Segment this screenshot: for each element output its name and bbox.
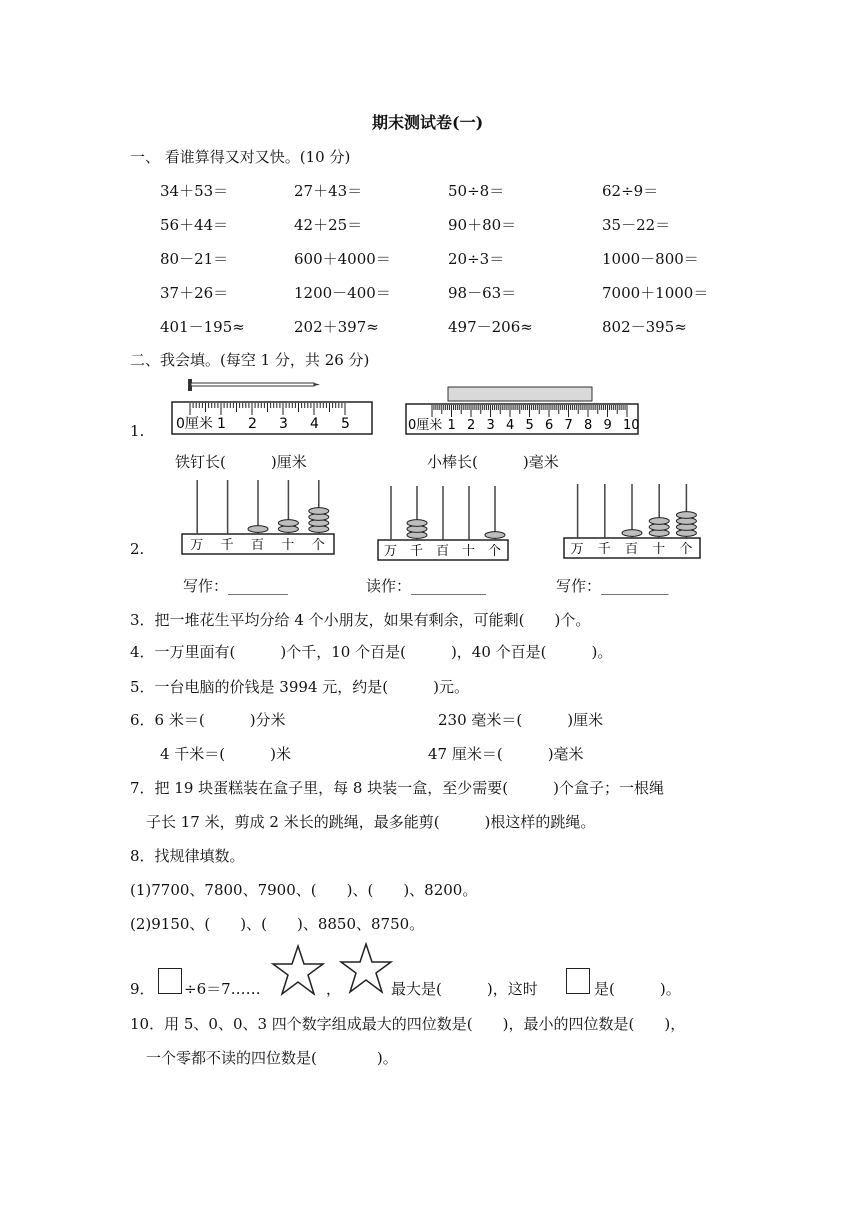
abacus-bead	[309, 508, 329, 515]
q8-part2: (2)9150、( )、( )、8850、8750。	[130, 915, 425, 933]
ruler-tick-label: 7	[564, 418, 573, 433]
q9-number: 9．	[130, 980, 155, 998]
ruler-tick-label: 5	[341, 416, 350, 432]
abacus-place-label: 千	[410, 544, 424, 559]
ruler-tick-label: 5	[525, 418, 534, 433]
abacus-place-label: 个	[679, 542, 693, 557]
calc-item: 20÷3＝	[448, 250, 505, 268]
calc-item: 7000＋1000＝	[602, 284, 709, 302]
ruler-tick-label: 3	[486, 418, 495, 433]
ruler-tick-label: 8	[584, 418, 593, 433]
q8-heading: 8．找规律填数。	[130, 847, 245, 865]
calc-item: 56＋44＝	[160, 216, 229, 234]
abacus-place-label: 百	[251, 538, 265, 553]
ruler-tick-label: 1	[447, 418, 456, 433]
ruler-tick-label: 4	[506, 418, 515, 433]
abacus-place-label: 十	[281, 538, 295, 553]
calc-item: 50÷8＝	[448, 182, 505, 200]
q10-line2: 一个零都不读的四位数是( )。	[146, 1049, 398, 1067]
abacus-place-label: 十	[462, 544, 476, 559]
q9-text-1: 最大是( )，这时	[391, 980, 538, 998]
q9-equation: ÷6＝7……	[184, 980, 261, 998]
q2-number: 2.	[130, 540, 145, 558]
ruler-tick-label: 1	[217, 416, 226, 432]
abacus-2	[376, 484, 510, 564]
calc-item: 90＋80＝	[448, 216, 517, 234]
calc-item: 600＋4000＝	[294, 250, 391, 268]
abacus-bead	[676, 512, 696, 519]
q8-part1: (1)7700、7800、7900、( )、( )、8200。	[130, 881, 478, 899]
ruler-tick-label: 9	[603, 418, 612, 433]
section2-heading: 二、我会填。(每空 1 分，共 26 分)	[130, 351, 370, 369]
q2-answer-2: 读作：__________	[366, 577, 487, 595]
calc-item: 1200－400＝	[294, 284, 391, 302]
star-icon	[270, 944, 326, 996]
section1-heading: 一、 看谁算得又对又快。(10 分)	[130, 148, 351, 166]
q6-a: 6．6 米＝( )分米	[130, 711, 286, 729]
calc-item: 35－22＝	[602, 216, 671, 234]
q6-c: 4 千米＝( )米	[160, 745, 292, 763]
q6-b: 230 毫米＝( )厘米	[438, 711, 604, 729]
abacus-bead	[248, 526, 268, 533]
calc-item: 497－206≈	[448, 318, 533, 336]
q9-box-2	[566, 968, 590, 994]
abacus-bead	[622, 530, 642, 537]
calc-item: 202＋397≈	[294, 318, 379, 336]
ruler-stick-figure	[404, 384, 644, 438]
ruler-nail-figure	[170, 374, 380, 436]
calc-item: 62÷9＝	[602, 182, 659, 200]
ruler-tick-label: 4	[310, 416, 319, 432]
q7-line1: 7．把 19 块蛋糕装在盒子里，每 8 块装一盒，至少需要( )个盒子；一根绳	[130, 779, 664, 797]
stick-icon	[448, 387, 592, 401]
calc-item: 34＋53＝	[160, 182, 229, 200]
q7-line2: 子长 17 米，剪成 2 米长的跳绳，最多能剪( )根这样的跳绳。	[146, 813, 596, 831]
abacus-place-label: 十	[652, 542, 666, 557]
q3-text: 3．把一堆花生平均分给 4 个小朋友，如果有剩余，可能剩( )个。	[130, 611, 591, 629]
ruler-tick-label: 6	[545, 418, 554, 433]
abacus-place-label: 个	[311, 538, 325, 553]
abacus-bead	[407, 520, 427, 527]
q1-nail-label: 铁钉长( )厘米	[175, 453, 307, 471]
calc-item: 98－63＝	[448, 284, 517, 302]
ruler2-unit: 0厘米	[408, 418, 443, 433]
abacus-place-label: 千	[220, 538, 234, 553]
calc-item: 27＋43＝	[294, 182, 363, 200]
q9-text-2: 是( )。	[594, 980, 681, 998]
abacus-place-label: 百	[625, 542, 639, 557]
abacus-bead	[278, 520, 298, 527]
abacus-bead	[649, 518, 669, 525]
abacus-place-label: 万	[384, 544, 398, 559]
abacus-place-label: 个	[488, 544, 502, 559]
q1-number: 1.	[130, 422, 145, 440]
abacus-place-label: 百	[436, 544, 450, 559]
q2-answer-3: 写作：_________	[556, 577, 669, 595]
calc-item: 37＋26＝	[160, 284, 229, 302]
abacus-1	[180, 478, 336, 558]
calc-item: 80－21＝	[160, 250, 229, 268]
ruler-tick-label: 10	[623, 418, 640, 433]
ruler-tick-label: 2	[467, 418, 476, 433]
calc-item: 401－195≈	[160, 318, 245, 336]
calc-item: 802－395≈	[602, 318, 687, 336]
ruler-tick-label: 3	[279, 416, 288, 432]
q10-line1: 10．用 5、0、0、3 四个数字组成最大的四位数是( )，最小的四位数是( )，	[130, 1015, 686, 1033]
star-icon	[338, 942, 394, 994]
q6-d: 47 厘米＝( )毫米	[428, 745, 584, 763]
q1-stick-label: 小棒长( )毫米	[427, 453, 559, 471]
ruler-tick-label: 2	[248, 416, 257, 432]
q4-text: 4．一万里面有( )个千，10 个百是( )，40 个百是( )。	[130, 643, 613, 661]
q5-text: 5．一台电脑的价钱是 3994 元，约是( )元。	[130, 678, 469, 696]
q9-box-1	[158, 968, 182, 994]
abacus-3	[562, 482, 702, 562]
abacus-place-label: 千	[597, 542, 611, 557]
nail-icon	[188, 379, 320, 391]
abacus-place-label: 万	[190, 538, 204, 553]
page-title: 期末测试卷(一)	[372, 113, 484, 132]
calc-item: 42＋25＝	[294, 216, 363, 234]
ruler1-unit: 0厘米	[176, 416, 213, 432]
calc-item: 1000－800＝	[602, 250, 699, 268]
abacus-bead	[485, 532, 505, 539]
q9-comma: ，	[326, 980, 342, 998]
abacus-place-label: 万	[570, 542, 584, 557]
q2-answer-1: 写作：________	[183, 577, 289, 595]
